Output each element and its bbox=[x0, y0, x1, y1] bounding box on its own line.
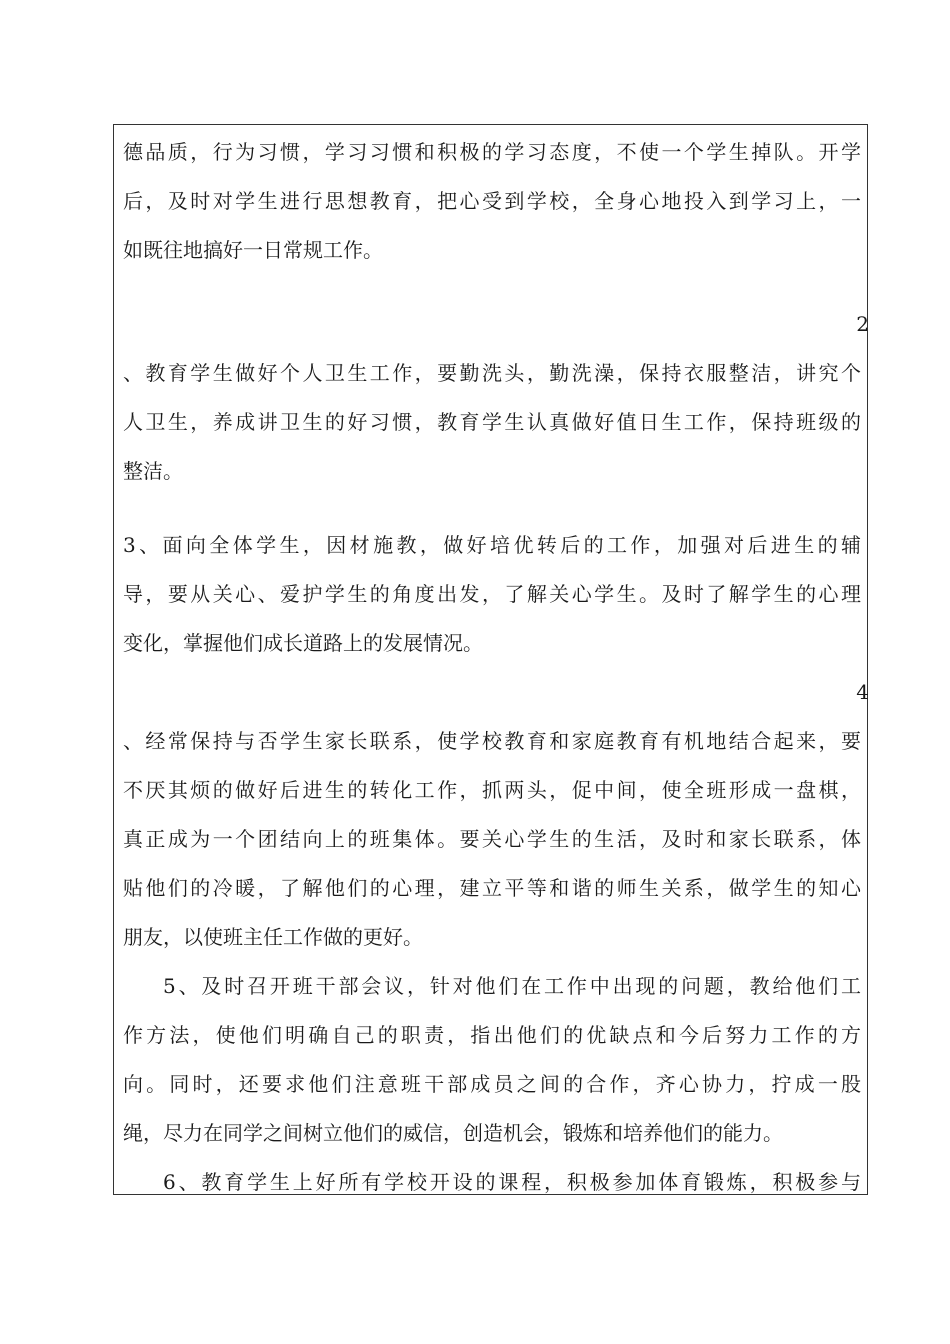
paragraph-3 bbox=[123, 521, 861, 668]
text-line: 作方法，使他们明确自己的职责，指出他们的优缺点和今后努力工作的方 bbox=[123, 1023, 861, 1047]
text-line: 不厌其烦的做好后进生的转化工作，抓两头，促中间，使全班形成一盘棋， bbox=[123, 778, 861, 802]
paragraph-1 bbox=[123, 128, 861, 275]
text-line: 人卫生，养成讲卫生的好习惯，教育学生认真做好值日生工作，保持班级的 bbox=[123, 410, 861, 434]
text-line: 后，及时对学生进行思想教育，把心受到学校，全身心地投入到学习上，一 bbox=[123, 189, 861, 213]
paragraph-5 bbox=[123, 962, 861, 1158]
paragraph-6 bbox=[123, 1158, 861, 1207]
paragraph-gap bbox=[123, 275, 861, 300]
item-number-4: 4 bbox=[856, 680, 869, 704]
text-line: 朋友，以使班主任工作做的更好。 bbox=[123, 925, 423, 949]
text-line: 如既往地搞好一日常规工作。 bbox=[123, 238, 383, 262]
paragraph-2 bbox=[123, 349, 861, 496]
paragraph-4 bbox=[123, 717, 861, 962]
text-line: 变化，掌握他们成长道路上的发展情况。 bbox=[123, 631, 483, 655]
text-line: 贴他们的冷暖，了解他们的心理，建立平等和谐的师生关系，做学生的知心 bbox=[123, 876, 861, 900]
text-line: 真正成为一个团结向上的班集体。要关心学生的生活，及时和家长联系，体 bbox=[123, 827, 861, 851]
text-line: 6、教育学生上好所有学校开设的课程，积极参加体育锻炼，积极参与 bbox=[163, 1170, 861, 1194]
text-line: 绳，尽力在同学之间树立他们的威信，创造机会，锻炼和培养他们的能力。 bbox=[123, 1121, 783, 1145]
item-number-2: 2 bbox=[856, 312, 869, 336]
text-line: 德品质，行为习惯，学习习惯和积极的学习态度，不使一个学生掉队。开学 bbox=[123, 140, 861, 164]
document-body bbox=[123, 128, 869, 1207]
text-line: 、教育学生做好个人卫生工作，要勤洗头，勤洗澡，保持衣服整洁，讲究个 bbox=[123, 361, 861, 385]
text-line: 整洁。 bbox=[123, 459, 183, 483]
text-line: 导，要从关心、爱护学生的角度出发，了解关心学生。及时了解学生的心理 bbox=[123, 582, 861, 606]
text-line: 5、及时召开班干部会议，针对他们在工作中出现的问题，教给他们工 bbox=[163, 974, 861, 998]
text-line: 3、面向全体学生，因材施教，做好培优转后的工作，加强对后进生的辅 bbox=[123, 533, 861, 557]
text-line: 、经常保持与否学生家长联系，使学校教育和家庭教育有机地结合起来，要 bbox=[123, 729, 861, 753]
text-line: 向。同时，还要求他们注意班干部成员之间的合作，齐心协力，拧成一股 bbox=[123, 1072, 861, 1096]
paragraph-gap bbox=[123, 496, 861, 521]
